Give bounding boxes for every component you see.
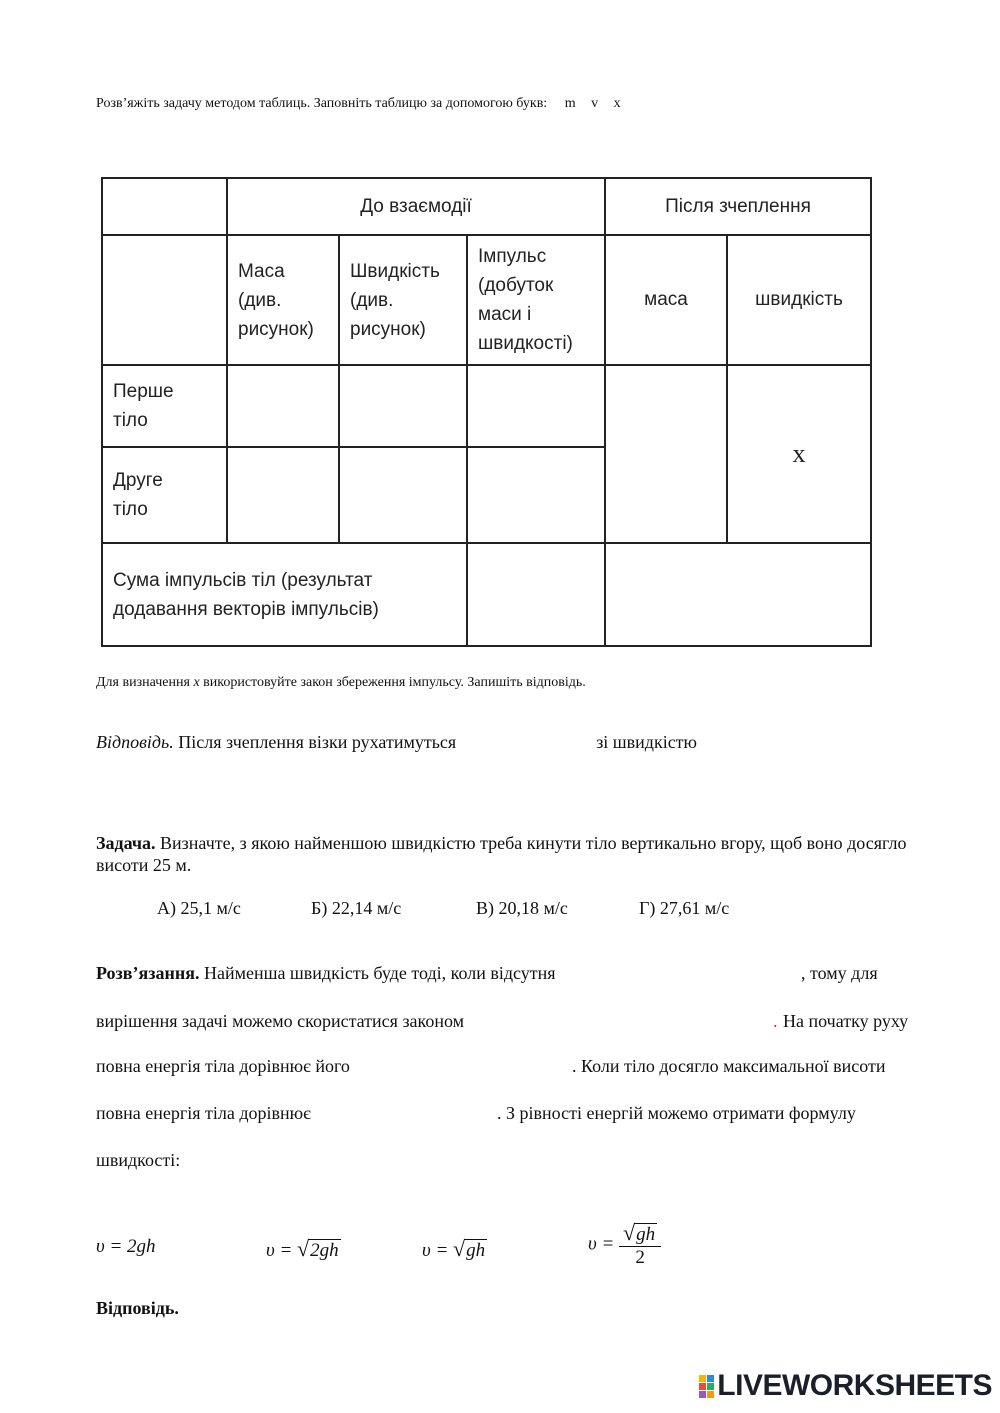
row-first-line: Перше [113,381,174,402]
option-c[interactable]: В) 20,18 м/с [476,898,568,918]
input-after-mass[interactable] [605,365,727,543]
solution-text: Найменша швидкість буде тоді, коли відсутня [199,963,556,983]
solution-line-2a: вирішення задачі можемо скористатися законом [96,1011,465,1031]
solution-line-3b: . Коли тіло досягло максимальної висоти [572,1056,886,1076]
final-answer-label: Відповідь. [96,1298,179,1318]
solution-label: Розв’язання. [96,963,200,983]
answer-label: Відповідь. [96,732,174,752]
note-text: використовуйте закон збереження імпульсу. Запишіть відповідь. [199,675,586,690]
logo-text: LIVEWORKSHEETS [717,1369,992,1402]
col-mass-line: Маса [238,260,285,282]
option-b[interactable]: Б) 22,14 м/с [311,898,402,918]
col-mass-line: (див. [238,289,282,311]
solution-line-4a: повна енергія тіла дорівнює [96,1103,311,1123]
solution-line-4b: . З рівності енергій можемо отримати формулу [497,1103,856,1123]
answer-text: зі швидкістю [596,732,697,752]
row-first-line: тіло [113,410,148,431]
col-speed-header [339,235,467,365]
empty-corner-cell [102,178,227,235]
answer-line [96,732,697,753]
sqrt-icon: √ [453,1236,466,1261]
header-after-coupling: Після зчеплення [605,178,871,235]
answer-text: Після зчеплення візки рухатимуться [173,732,457,752]
option-a[interactable]: А) 25,1 м/с [157,898,241,918]
letter-m: m [564,96,578,111]
col-impulse-header [467,235,605,365]
solution-line-1b: , тому для [801,963,878,983]
note-text: Для визначення [96,675,194,690]
formula-left: υ = [266,1240,293,1261]
option-d[interactable]: Г) 27,61 м/с [639,898,730,918]
formula-option-4[interactable] [588,1220,661,1269]
solution-line-3a: повна енергія тіла дорівнює його [96,1056,350,1076]
worksheet-table [101,177,872,647]
col-impulse-line: маси і [478,304,532,325]
solution-line-1a [96,963,556,984]
empty-subheader-cell [102,235,227,365]
logo-icon [699,1375,714,1398]
sqrt-icon: √ [623,1220,636,1245]
col-after-mass-header: маса [605,235,727,365]
solution-line-5: швидкості: [96,1150,181,1170]
solution-line-2-dot: . [773,1011,778,1031]
col-impulse-line: (добуток [478,275,554,296]
row-first-body [102,365,227,447]
input-first-impulse[interactable] [467,365,605,447]
input-second-mass[interactable] [227,447,339,543]
solution-line-2b: На початку руху [783,1011,909,1031]
input-sum-after[interactable] [605,543,871,646]
task-label: Задача. [96,833,156,853]
col-after-speed-header: швидкість [727,235,871,365]
instructions [96,96,631,112]
col-mass-line: рисунок) [238,318,314,340]
input-first-mass[interactable] [227,365,339,447]
after-speed-x: x [727,365,871,543]
sqrt-icon: √ [297,1236,310,1261]
task-statement [96,832,916,876]
task-text: Визначте, з якою найменшою швидкістю треба кинути тіло вертикально вгору, щоб воно досягло висоти 25 м. [96,833,907,875]
formula-left: υ = [588,1233,615,1255]
letter-v: v [591,96,601,111]
row-sum-line: Сума імпульсів тіл (результат [113,569,373,591]
formula-radicand: gh [636,1224,656,1245]
formula-option-3[interactable] [422,1236,487,1262]
col-speed-line: рисунок) [350,318,426,340]
header-before-interaction: До взаємодії [227,178,605,235]
formula-radicand: gh [466,1240,486,1261]
col-impulse-line: Імпульс [478,246,547,267]
letter-x: x [613,96,623,111]
col-speed-line: Швидкість [350,260,440,282]
instructions-text: Розв’яжіть задачу методом таблиць. Заповніть таблицю за допомогою букв: [96,96,548,111]
input-second-impulse[interactable] [467,447,605,543]
input-sum-before[interactable] [467,543,605,646]
row-sum-label [102,543,467,646]
row-second-line: Друге [113,470,163,491]
input-first-speed[interactable] [339,365,467,447]
fraction-denominator: 2 [635,1247,645,1268]
formula-option-2[interactable] [266,1236,341,1262]
fraction-numerator [619,1220,661,1247]
formula-option-1[interactable]: υ = 2gh [96,1236,156,1257]
letters [565,96,631,111]
input-second-speed[interactable] [339,447,467,543]
formula-radicand: 2gh [310,1240,339,1261]
col-mass-header [227,235,339,365]
liveworksheets-logo [699,1369,992,1403]
note-var: x [193,675,200,690]
col-speed-line: (див. [350,289,394,311]
formula-left: υ = [422,1240,449,1261]
row-sum-line: додавання векторів імпульсів) [113,598,379,620]
row-second-body [102,447,227,543]
fraction [619,1220,661,1269]
col-impulse-line: швидкості) [478,333,573,354]
instruction-note [96,675,586,691]
row-second-line: тіло [113,499,148,520]
